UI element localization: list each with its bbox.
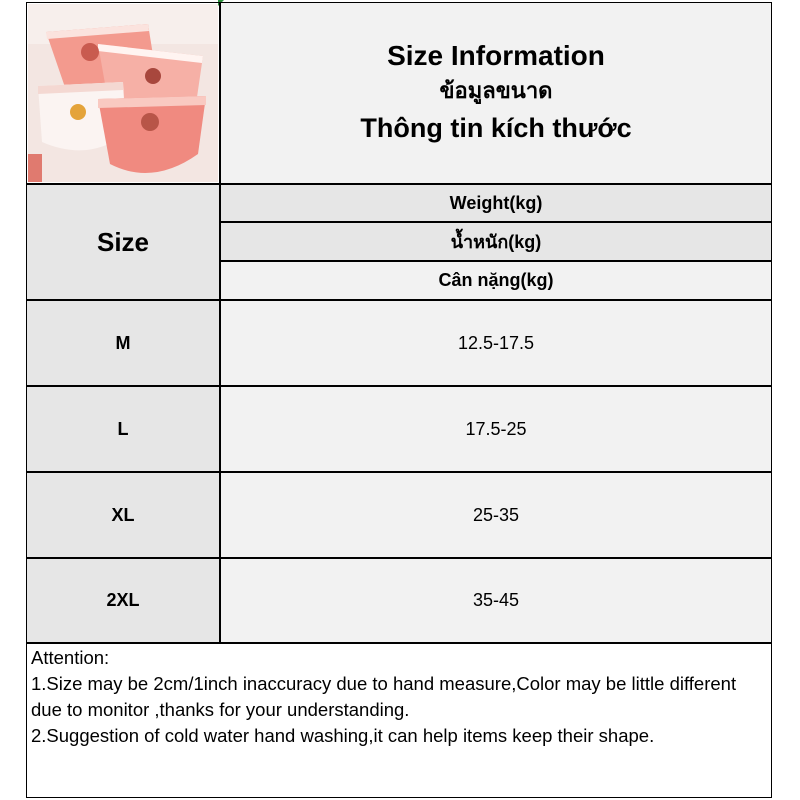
weight-header-th: น้ำหนัก(kg) [450, 232, 542, 252]
row-weight-value: 35-45 [472, 590, 520, 610]
size-header: Size [96, 226, 150, 257]
title-thai: ข้อมูลขนาด [439, 78, 553, 103]
table-frame [26, 2, 772, 798]
notes-line-2: 2.Suggestion of cold water hand washing,it can help items keep their shape. [31, 725, 655, 746]
row-size-label: M [115, 332, 131, 353]
row-weight-value: 17.5-25 [465, 418, 527, 439]
row-size-label: L [117, 418, 129, 439]
notes-line-1: 1.Size may be 2cm/1inch inaccuracy due to hand measure,Color may be little different due to monitor ,thanks for your understanding. [31, 673, 737, 720]
row-size-label: XL [111, 504, 135, 525]
weight-header-vi: Cân nặng(kg) [438, 270, 554, 290]
notes-heading: Attention: [31, 647, 110, 668]
row-weight-value: 12.5-17.5 [457, 332, 535, 353]
row-weight-value: 25-35 [472, 504, 520, 525]
title-vietnamese: Thông tin kích thước [360, 113, 632, 143]
title-english: Size Information [387, 40, 605, 71]
row-size-label: 2XL [106, 590, 140, 610]
weight-header-en: Weight(kg) [449, 192, 543, 213]
